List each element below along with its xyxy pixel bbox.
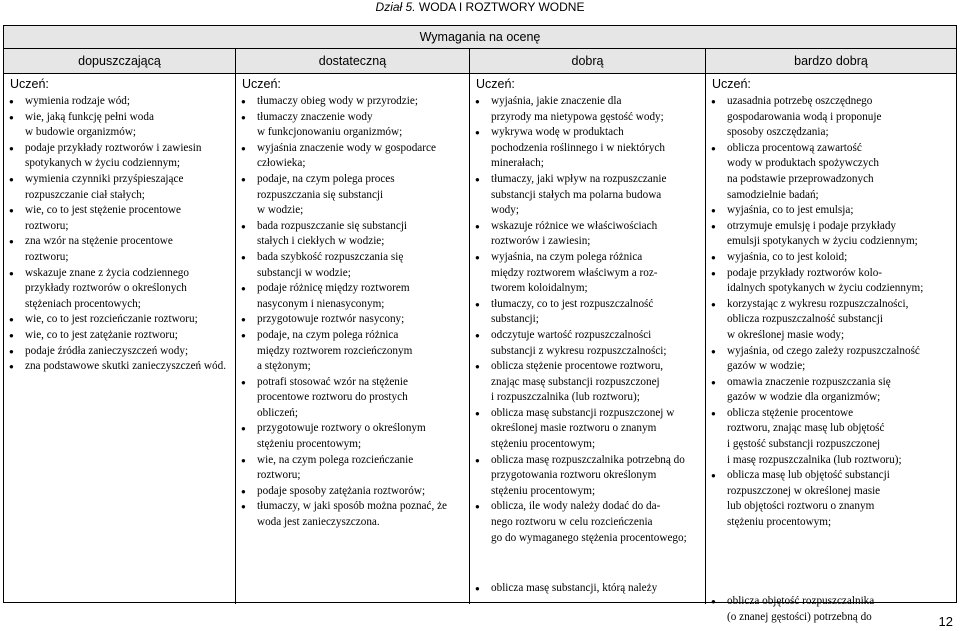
- requirements-list: [240, 94, 447, 531]
- requirement-item: ● wyjaśnia, na czym polega różnica między roztworem właściwym a roz- tworem koloidalnym;: [474, 250, 687, 297]
- requirements-list: [710, 94, 923, 531]
- requirement-item: ● tłumaczy, jaki wpływ na rozpuszczanie substancji stałych ma polarna budowa wody;: [474, 172, 687, 219]
- requirement-item: ● wskazuje znane z życia codziennego przykłady roztworów o określonych stężeniach procentowych;: [8, 266, 226, 313]
- grade-header-row: [4, 49, 956, 74]
- requirement-item: ● podaje sposoby zatężania roztworów;: [240, 484, 447, 500]
- requirement-item: ● bada szybkość rozpuszczania się substancji w wodzie;: [240, 250, 447, 281]
- requirement-item: ● tłumaczy obieg wody w przyrodzie;: [240, 94, 447, 110]
- requirement-item: ● oblicza stężenie procentowe roztworu, znając masę substancji rozpuszczonej i rozpuszczalnika (lub roztworu);: [474, 359, 687, 406]
- requirement-item: ● wskazuje różnice we właściwościach roztworów i zawiesin;: [474, 219, 687, 250]
- section-title: [0, 0, 960, 14]
- requirements-list: [8, 94, 226, 375]
- requirement-item: ● podaje różnicę między roztworem nasyconym i nienasyconym;: [240, 281, 447, 312]
- requirement-item: ● tłumaczy, w jaki sposób można poznać, że woda jest zanieczyszczona.: [240, 499, 447, 530]
- requirement-item: ● wyjaśnia znaczenie wody w gospodarce człowieka;: [240, 141, 447, 172]
- requirement-item: ● oblicza stężenie procentowe roztworu, znając masę lub objętość i gęstość substancji rozpuszczonej i masę rozpuszczalnika (lub roztworu);: [710, 406, 923, 468]
- requirement-item: ● oblicza objętość rozpuszczalnika (o znanej gęstości) potrzebną do: [710, 594, 874, 625]
- requirement-item: ● bada rozpuszczanie się substancji stałych i ciekłych w wodzie;: [240, 219, 447, 250]
- grade-header-bardzo-dobra: bardzo dobrą: [794, 54, 868, 68]
- requirement-item: ● oblicza masę rozpuszczalnika potrzebną do przygotowania roztworu określonym stężeniu procentowym;: [474, 453, 687, 500]
- table-super-header: Wymagania na ocenę: [4, 26, 956, 49]
- requirement-item: ● wykrywa wodę w produktach pochodzenia roślinnego i w niektórych minerałach;: [474, 125, 687, 172]
- requirement-item: ● wymienia rodzaje wód;: [8, 94, 226, 110]
- requirement-item: ● wie, co to jest rozcieńczanie roztworu;: [8, 312, 226, 328]
- requirement-item: ● wie, co to jest zatężanie roztworu;: [8, 328, 226, 344]
- requirement-item: ● otrzymuje emulsję i podaje przykłady emulsji spotykanych w życiu codziennym;: [710, 219, 923, 250]
- student-label: Uczeń:: [712, 77, 751, 91]
- column-dostateczna: [236, 74, 470, 604]
- requirement-item: ● wyjaśnia, jakie znaczenie dla przyrody ma nietypowa gęstość wody;: [474, 94, 687, 125]
- grade-header-dopuszczajaca: dopuszczającą: [4, 49, 236, 73]
- requirements-list: [474, 94, 687, 546]
- requirements-list-continued: [474, 581, 657, 597]
- requirement-item: ● podaje przykłady roztworów i zawiesin spotykanych w życiu codziennym;: [8, 141, 226, 172]
- requirement-item: ● tłumaczy, co to jest rozpuszczalność substancji;: [474, 297, 687, 328]
- requirement-item: ● oblicza masę substancji, którą należy: [474, 581, 657, 597]
- section-prefix: Dział 5.: [375, 0, 416, 14]
- requirement-item: ● omawia znaczenie rozpuszczania się gazów w wodzie dla organizmów;: [710, 375, 923, 406]
- requirement-item: ● wymienia czynniki przyśpieszające rozpuszczanie ciał stałych;: [8, 172, 226, 203]
- student-label: Uczeń:: [242, 77, 281, 91]
- requirements-list-continued: [710, 594, 874, 625]
- requirement-item: ● oblicza masę substancji rozpuszczonej w określonej masie roztworu o znanym stężeniu procentowym;: [474, 406, 687, 453]
- requirement-item: ● wie, na czym polega rozcieńczanie roztworu;: [240, 453, 447, 484]
- requirement-item: ● podaje źródła zanieczyszczeń wody;: [8, 344, 226, 360]
- requirement-item: ● przygotowuje roztwory o określonym stężeniu procentowym;: [240, 421, 447, 452]
- requirement-item: ● podaje, na czym polega różnica między roztworem rozcieńczonym a stężonym;: [240, 328, 447, 375]
- requirement-item: ● oblicza procentową zawartość wody w produktach spożywczych na podstawie przeprowadzonych samodzielnie badań;: [710, 141, 923, 203]
- requirement-item: ● oblicza, ile wody należy dodać do da- nego roztworu w celu rozcieńczenia go do wymaganego stężenia procentowego;: [474, 499, 687, 546]
- requirement-item: ● korzystając z wykresu rozpuszczalności, oblicza rozpuszczalność substancji w określonej masie wody;: [710, 297, 923, 344]
- grade-header-dostateczna: dostateczną: [236, 49, 470, 73]
- page-number: 12: [938, 614, 953, 629]
- student-label: Uczeń:: [476, 77, 515, 91]
- requirement-item: ● przygotowuje roztwór nasycony;: [240, 312, 447, 328]
- requirement-item: ● zna podstawowe skutki zanieczyszczeń wód.: [8, 359, 226, 375]
- requirement-item: ● wyjaśnia, od czego zależy rozpuszczalność gazów w wodzie;: [710, 344, 923, 375]
- student-label: Uczeń:: [10, 77, 49, 91]
- requirement-item: ● potrafi stosować wzór na stężenie procentowe roztworu do prostych obliczeń;: [240, 375, 447, 422]
- requirement-item: ● wie, jaką funkcję pełni woda w budowie organizmów;: [8, 110, 226, 141]
- column-dopuszczajaca: [4, 74, 236, 604]
- requirement-item: ● podaje przykłady roztworów kolo- idalnych spotykanych w życiu codziennym;: [710, 266, 923, 297]
- requirement-item: ● uzasadnia potrzebę oszczędnego gospodarowania wodą i proponuje sposoby oszczędzania;: [710, 94, 923, 141]
- grade-header-dobra: dobrą: [470, 49, 706, 73]
- requirement-item: ● odczytuje wartość rozpuszczalności substancji z wykresu rozpuszczalności;: [474, 328, 687, 359]
- requirement-item: ● wyjaśnia, co to jest emulsja;: [710, 203, 923, 219]
- requirement-item: ● wie, co to jest stężenie procentowe roztworu;: [8, 203, 226, 234]
- requirement-item: ● tłumaczy znaczenie wody w funkcjonowaniu organizmów;: [240, 110, 447, 141]
- requirement-item: ● wyjaśnia, co to jest koloid;: [710, 250, 923, 266]
- column-dobra: [470, 74, 706, 604]
- requirement-item: ● oblicza masę lub objętość substancji rozpuszczonej w określonej masie lub objętości roztworu o znanym stężeniu procentowym;: [710, 468, 923, 530]
- section-name: WODA I ROZTWORY WODNE: [418, 0, 585, 14]
- requirement-item: ● podaje, na czym polega proces rozpuszczania się substancji w wodzie;: [240, 172, 447, 219]
- requirement-item: ● zna wzór na stężenie procentowe roztworu;: [8, 234, 226, 265]
